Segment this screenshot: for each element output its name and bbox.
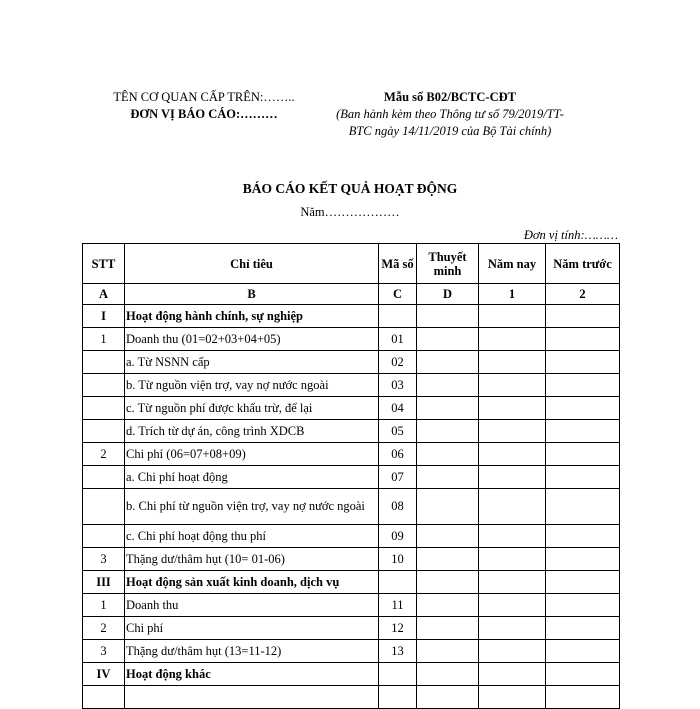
table-row bbox=[83, 548, 620, 571]
item-name-cell: c. Chi phí hoạt động thu phí bbox=[125, 525, 379, 548]
previous-year-cell bbox=[546, 686, 620, 709]
explanation-cell bbox=[417, 525, 479, 548]
explanation-cell bbox=[417, 466, 479, 489]
current-year-cell bbox=[479, 617, 546, 640]
item-name-cell: Thặng dư/thâm hụt (10= 01-06) bbox=[125, 548, 379, 571]
unit-line: Đơn vị tính:……… bbox=[523, 228, 618, 242]
explanation-cell bbox=[417, 663, 479, 686]
stt-cell bbox=[83, 686, 125, 709]
item-name-cell: Chi phí (06=07+08+09) bbox=[125, 443, 379, 466]
code-cell bbox=[379, 571, 417, 594]
item-name-cell: b. Chi phí từ nguồn viện trợ, vay nợ nước ngoài bbox=[125, 489, 379, 525]
column-letter: A bbox=[83, 284, 125, 305]
item-name-cell: Doanh thu bbox=[125, 594, 379, 617]
table-row bbox=[83, 443, 620, 466]
previous-year-cell bbox=[546, 305, 620, 328]
current-year-cell bbox=[479, 686, 546, 709]
header-right bbox=[330, 89, 570, 140]
section-row bbox=[83, 305, 620, 328]
table-row bbox=[83, 594, 620, 617]
code-cell bbox=[379, 305, 417, 328]
stt-cell: 1 bbox=[83, 594, 125, 617]
explanation-cell bbox=[417, 397, 479, 420]
stt-cell bbox=[83, 420, 125, 443]
table-row bbox=[83, 397, 620, 420]
table-row bbox=[83, 420, 620, 443]
stt-cell bbox=[83, 397, 125, 420]
code-cell: 09 bbox=[379, 525, 417, 548]
code-cell: 11 bbox=[379, 594, 417, 617]
year-line: Năm……………… bbox=[300, 205, 400, 219]
code-cell: 13 bbox=[379, 640, 417, 663]
explanation-cell bbox=[417, 548, 479, 571]
previous-year-cell bbox=[546, 489, 620, 525]
previous-year-cell bbox=[546, 663, 620, 686]
current-year-cell bbox=[479, 351, 546, 374]
current-year-cell bbox=[479, 640, 546, 663]
header-left bbox=[94, 89, 314, 123]
explanation-cell bbox=[417, 328, 479, 351]
item-name-cell: Hoạt động hành chính, sự nghiệp bbox=[125, 305, 379, 328]
table-row bbox=[83, 640, 620, 663]
stt-cell bbox=[83, 489, 125, 525]
code-cell bbox=[379, 686, 417, 709]
previous-year-cell bbox=[546, 397, 620, 420]
code-cell: 08 bbox=[379, 489, 417, 525]
stt-cell: 3 bbox=[83, 640, 125, 663]
column-letter-row bbox=[83, 284, 620, 305]
item-name-cell: a. Chi phí hoạt động bbox=[125, 466, 379, 489]
column-letter: B bbox=[125, 284, 379, 305]
explanation-cell bbox=[417, 489, 479, 525]
item-name-cell: Hoạt động sản xuất kinh doanh, dịch vụ bbox=[125, 571, 379, 594]
column-header: Năm nay bbox=[479, 244, 546, 284]
previous-year-cell bbox=[546, 617, 620, 640]
column-letter: C bbox=[379, 284, 417, 305]
explanation-cell bbox=[417, 640, 479, 663]
previous-year-cell bbox=[546, 594, 620, 617]
explanation-cell bbox=[417, 443, 479, 466]
form-note: (Ban hành kèm theo Thông tư số 79/2019/TT-BTC ngày 14/11/2019 của Bộ Tài chính) bbox=[336, 107, 564, 138]
header-row bbox=[83, 244, 620, 284]
stt-cell bbox=[83, 466, 125, 489]
current-year-cell bbox=[479, 489, 546, 525]
section-row bbox=[83, 571, 620, 594]
current-year-cell bbox=[479, 663, 546, 686]
code-cell bbox=[379, 663, 417, 686]
stt-cell: I bbox=[83, 305, 125, 328]
previous-year-cell bbox=[546, 571, 620, 594]
previous-year-cell bbox=[546, 548, 620, 571]
code-cell: 03 bbox=[379, 374, 417, 397]
previous-year-cell bbox=[546, 443, 620, 466]
column-letter: 1 bbox=[479, 284, 546, 305]
table-row bbox=[83, 617, 620, 640]
current-year-cell bbox=[479, 466, 546, 489]
report-title: BÁO CÁO KẾT QUẢ HOẠT ĐỘNG bbox=[242, 181, 458, 196]
column-header: Năm trước bbox=[546, 244, 620, 284]
explanation-cell bbox=[417, 617, 479, 640]
previous-year-cell bbox=[546, 374, 620, 397]
parent-org-line: TÊN CƠ QUAN CẤP TRÊN:…….. bbox=[113, 90, 295, 104]
item-name-cell bbox=[125, 686, 379, 709]
code-cell: 12 bbox=[379, 617, 417, 640]
form-code: Mẫu số B02/BCTC-CĐT bbox=[384, 90, 516, 104]
column-header: Mã số bbox=[379, 244, 417, 284]
table-row bbox=[83, 374, 620, 397]
section-row bbox=[83, 663, 620, 686]
code-cell: 01 bbox=[379, 328, 417, 351]
current-year-cell bbox=[479, 328, 546, 351]
item-name-cell: a. Từ NSNN cấp bbox=[125, 351, 379, 374]
code-cell: 05 bbox=[379, 420, 417, 443]
table-row bbox=[83, 525, 620, 548]
code-cell: 07 bbox=[379, 466, 417, 489]
explanation-cell bbox=[417, 594, 479, 617]
current-year-cell bbox=[479, 443, 546, 466]
column-header: Chỉ tiêu bbox=[125, 244, 379, 284]
item-name-cell: Thặng dư/thâm hụt (13=11-12) bbox=[125, 640, 379, 663]
explanation-cell bbox=[417, 351, 479, 374]
column-letter: 2 bbox=[546, 284, 620, 305]
stt-cell: III bbox=[83, 571, 125, 594]
column-header: Thuyết minh bbox=[417, 244, 479, 284]
explanation-cell bbox=[417, 686, 479, 709]
item-name-cell: Chi phí bbox=[125, 617, 379, 640]
previous-year-cell bbox=[546, 525, 620, 548]
code-cell: 10 bbox=[379, 548, 417, 571]
item-name-cell: b. Từ nguồn viện trợ, vay nợ nước ngoài bbox=[125, 374, 379, 397]
stt-cell: 3 bbox=[83, 548, 125, 571]
reporting-unit-line: ĐƠN VỊ BÁO CÁO:……… bbox=[130, 107, 278, 121]
table-body bbox=[83, 305, 620, 709]
current-year-cell bbox=[479, 525, 546, 548]
table-row bbox=[83, 466, 620, 489]
stt-cell bbox=[83, 351, 125, 374]
explanation-cell bbox=[417, 374, 479, 397]
table-row bbox=[83, 489, 620, 525]
previous-year-cell bbox=[546, 420, 620, 443]
current-year-cell bbox=[479, 397, 546, 420]
code-cell: 04 bbox=[379, 397, 417, 420]
explanation-cell bbox=[417, 305, 479, 328]
previous-year-cell bbox=[546, 328, 620, 351]
current-year-cell bbox=[479, 548, 546, 571]
previous-year-cell bbox=[546, 466, 620, 489]
table-row bbox=[83, 328, 620, 351]
code-cell: 06 bbox=[379, 443, 417, 466]
item-name-cell: Hoạt động khác bbox=[125, 663, 379, 686]
column-header: STT bbox=[83, 244, 125, 284]
stt-cell: IV bbox=[83, 663, 125, 686]
report-table bbox=[82, 243, 620, 709]
stt-cell: 1 bbox=[83, 328, 125, 351]
stt-cell: 2 bbox=[83, 617, 125, 640]
table-row bbox=[83, 686, 620, 709]
item-name-cell: d. Trích từ dự án, công trình XDCB bbox=[125, 420, 379, 443]
code-cell: 02 bbox=[379, 351, 417, 374]
current-year-cell bbox=[479, 594, 546, 617]
stt-cell bbox=[83, 525, 125, 548]
stt-cell bbox=[83, 374, 125, 397]
previous-year-cell bbox=[546, 351, 620, 374]
current-year-cell bbox=[479, 571, 546, 594]
current-year-cell bbox=[479, 305, 546, 328]
table-row bbox=[83, 351, 620, 374]
current-year-cell bbox=[479, 420, 546, 443]
stt-cell: 2 bbox=[83, 443, 125, 466]
column-letter: D bbox=[417, 284, 479, 305]
item-name-cell: c. Từ nguồn phí được khấu trừ, để lại bbox=[125, 397, 379, 420]
explanation-cell bbox=[417, 571, 479, 594]
item-name-cell: Doanh thu (01=02+03+04+05) bbox=[125, 328, 379, 351]
current-year-cell bbox=[479, 374, 546, 397]
explanation-cell bbox=[417, 420, 479, 443]
previous-year-cell bbox=[546, 640, 620, 663]
